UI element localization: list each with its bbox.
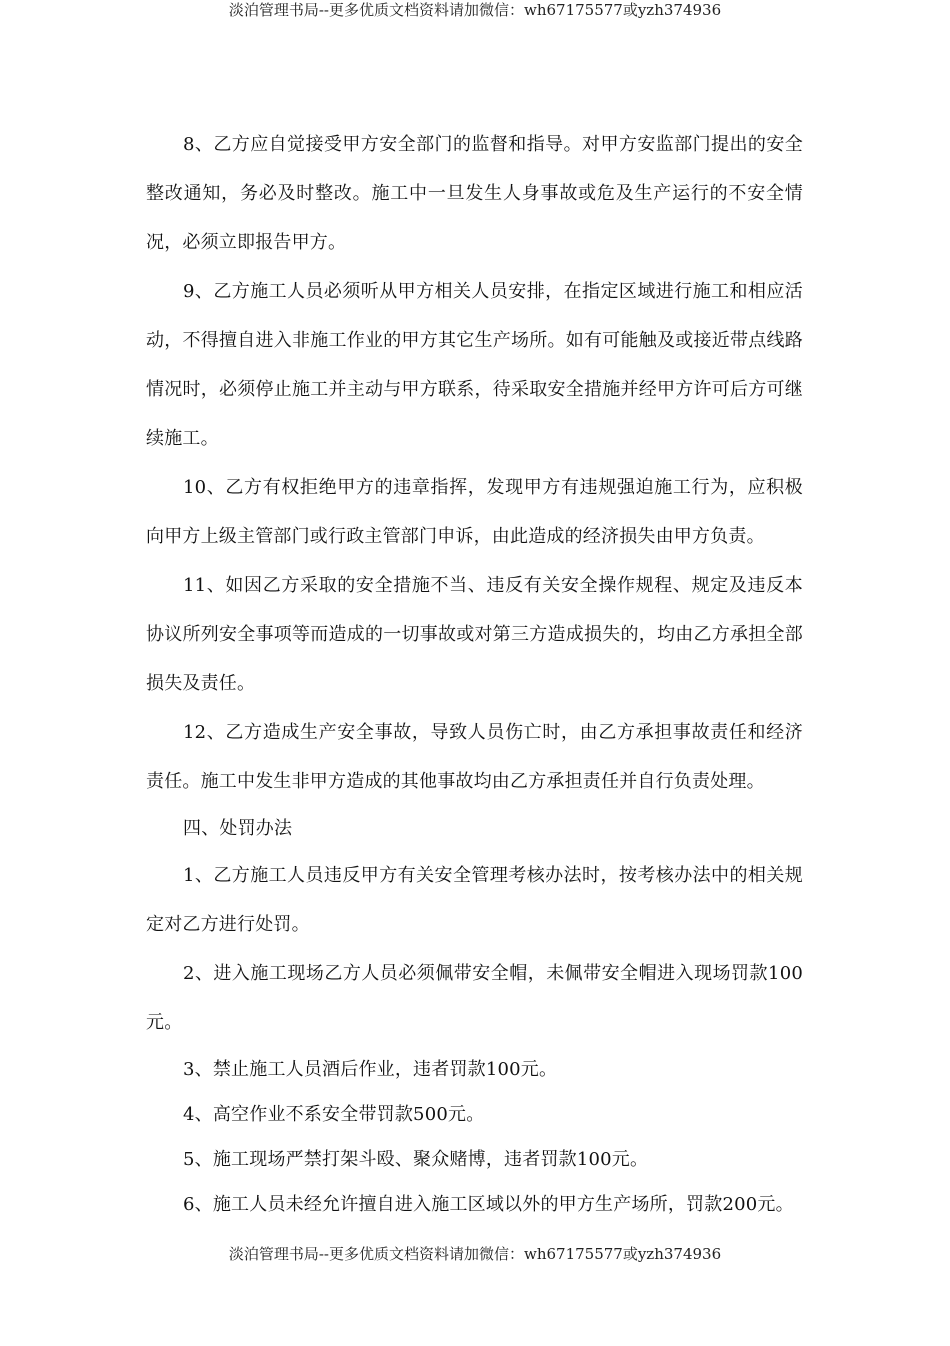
paragraph-12: 12、乙方造成生产安全事故，导致人员伤亡时，由乙方承担事故责任和经济责任。施工中发生非甲方造成的其他事故均由乙方承担责任并自行负责处理。 <box>146 722 803 792</box>
page-footer: 淡泊管理书局--更多优质文档资料请加微信：wh67175577或yzh374936 <box>228 1245 722 1263</box>
penalty-item-2: 2、进入施工现场乙方人员必须佩带安全帽，未佩带安全帽进入现场罚款100元。 <box>146 963 803 1033</box>
page-header: 淡泊管理书局--更多优质文档资料请加微信：wh67175577或yzh374936 <box>228 1 722 19</box>
paragraph-9: 9、乙方施工人员必须听从甲方相关人员安排，在指定区域进行施工和相应活动，不得擅自进入非施工作业的甲方其它生产场所。如有可能触及或接近带点线路情况时，必须停止施工并主动与甲方联系，待采取安全措施并经甲方许可后方可继续施工。 <box>146 281 803 449</box>
penalty-item-4: 4、高空作业不系安全带罚款500元。 <box>183 1104 485 1125</box>
penalty-item-1: 1、乙方施工人员违反甲方有关安全管理考核办法时，按考核办法中的相关规定对乙方进行处罚。 <box>146 865 803 935</box>
penalty-item-5: 5、施工现场严禁打架斗殴、聚众赌博，违者罚款100元。 <box>183 1149 649 1170</box>
paragraph-8: 8、乙方应自觉接受甲方安全部门的监督和指导。对甲方安监部门提出的安全整改通知，务必及时整改。施工中一旦发生人身事故或危及生产运行的不安全情况，必须立即报告甲方。 <box>146 134 803 253</box>
penalty-item-6: 6、施工人员未经允许擅自进入施工区域以外的甲方生产场所，罚款200元。 <box>183 1194 794 1215</box>
penalty-item-3: 3、禁止施工人员酒后作业，违者罚款100元。 <box>183 1059 558 1080</box>
section-heading-penalties: 四、处罚办法 <box>183 818 293 839</box>
document-body <box>146 120 803 1227</box>
paragraph-10: 10、乙方有权拒绝甲方的违章指挥，发现甲方有违规强迫施工行为，应积极向甲方上级主管部门或行政主管部门申诉，由此造成的经济损失由甲方负责。 <box>146 477 803 547</box>
paragraph-11: 11、如因乙方采取的安全措施不当、违反有关安全操作规程、规定及违反本协议所列安全事项等而造成的一切事故或对第三方造成损失的，均由乙方承担全部损失及责任。 <box>146 575 803 694</box>
